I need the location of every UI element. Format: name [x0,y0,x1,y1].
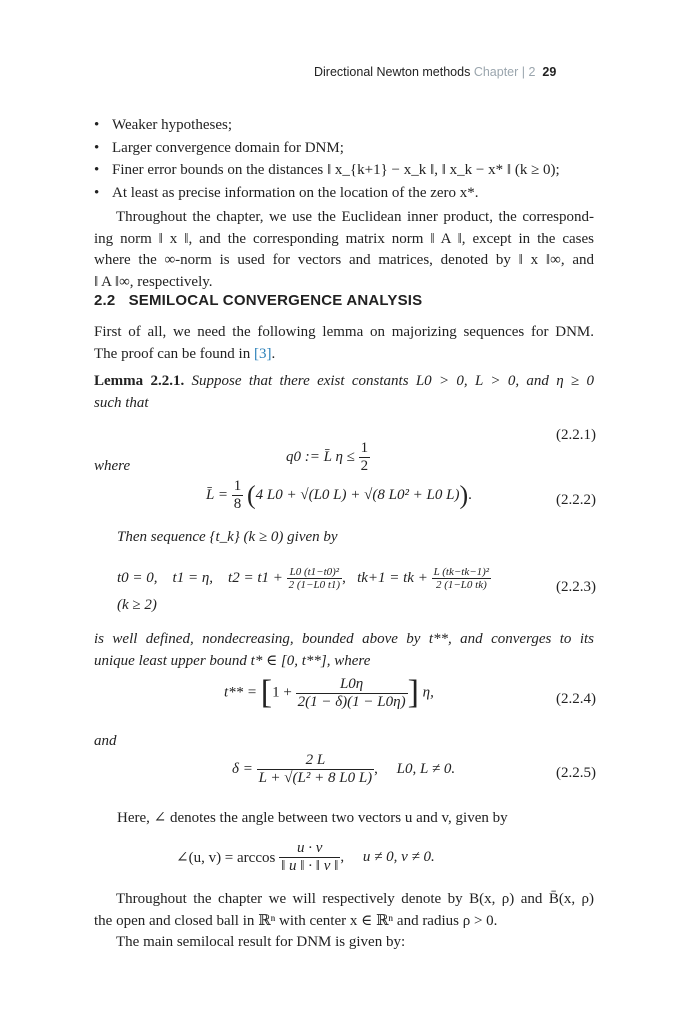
section-heading [94,292,422,309]
bullet-item: • Larger convergence domain for DNM; [94,137,599,160]
paragraph-balls [94,889,594,954]
paragraph-line [94,344,594,366]
denominator: 2(1 − δ)(1 − L0η) [297,693,406,710]
equation-lhs: t** = [224,684,258,701]
text-span: . [271,345,276,362]
lemma-line: such that [94,394,149,411]
denominator: 2 (1−L0 t1) [288,579,341,591]
numerator: L (tk−tk−1)² [433,566,490,578]
paragraph-line: ing norm ‖ x ‖, and the corresponding matrix norm ‖ A ‖, except in the cases [94,230,594,247]
paren: ) [459,480,469,510]
where-label: where [94,458,131,474]
bracket: [ [260,674,273,711]
denominator: 2 (1−L0 tk) [432,578,492,591]
fraction [432,566,492,591]
equation-lhs: δ = [232,761,253,777]
bullet-item: • Weaker hypotheses; [94,114,599,137]
eq-term: t0 = 0, [117,569,158,586]
header-separator: | [521,65,526,79]
lemma-label: Lemma 2.2.1. [94,373,185,389]
equation-lhs: L̄ = [206,486,228,503]
eq-term: t1 = η, [172,569,214,586]
header-chapter-label: Chapter [473,65,519,79]
numerator: 1 [233,478,242,494]
eq-term: t2 = t1 + [228,569,283,586]
denominator: ‖ u ‖ · ‖ v ‖ [281,858,339,874]
fraction [359,440,371,475]
bullet-list [94,114,599,204]
running-header [314,65,556,79]
one: 1 + [272,684,292,701]
equation-number: (2.2.3) [556,579,596,595]
equation-lhs: ∠(u, v) = arccos [176,850,276,866]
and-label: and [94,733,117,749]
equation-angle: ∠(u, v) = arccos $\frac{u \cdot v}{‖ u ‖ \cdot ‖ v ‖}$ , u ≠ 0, v ≠ 0. [176,840,435,874]
citation-link[interactable]: [3] [253,345,272,362]
k-condition: (k ≥ 2) [117,597,157,613]
lemma-text: Suppose that there exist constants L0 > 0, L > 0, and η ≥ 0 [191,373,594,389]
paragraph-line: Throughout the chapter we will respectively denote by B(x, ρ) and B̄(x, ρ) [116,891,594,907]
numerator: u · v [297,840,323,856]
header-chapter-number: 2 [528,65,536,79]
paragraph-line: Throughout the chapter, we use the Euclidean inner product, the correspond- [116,209,594,225]
paren: ( [246,480,256,510]
denominator: L + √(L² + 8 L0 L) [258,770,373,786]
denominator: 2 [360,458,369,474]
lemma-statement [94,371,594,414]
equation-2-2-1 [286,440,370,475]
equation-number: (2.2.2) [556,492,596,508]
equation-tail: η, [422,684,434,701]
bullet-item: • Finer error bounds on the distances ‖ x_{k+1} − x_k ‖, ‖ x_k − x* ‖ (k ≥ 0); [94,159,599,182]
equation-condition: u ≠ 0, v ≠ 0. [362,849,435,865]
paragraph-line: the open and closed ball in ℝⁿ with center x ∈ ℝⁿ and radius ρ > 0. [94,912,498,929]
lemma-line: is well defined, nondecreasing, bounded above by t**, and converges to its [94,631,594,647]
numerator: 2 L [305,752,326,768]
equation-number: (2.2.1) [556,427,596,443]
bracket: ] [407,674,419,711]
page-number: 29 [542,65,557,79]
paragraph-line: ‖ A ‖∞, respectively. [94,273,213,290]
eq-term: tk+1 = tk + [357,569,428,586]
equation-2-2-4 [224,674,434,712]
equation-2-2-5: δ = $\frac{2 L}{\text{L + √(L² + 8 L0 L)}}$ , L0, L ≠ 0. [232,752,456,786]
lemma-line [94,371,594,393]
paragraph-line: where the ∞-norm is used for vectors and matrices, denoted by ‖ x ‖∞, and [94,252,594,268]
fraction [232,478,244,513]
fraction [287,566,342,591]
then-sequence-text: Then sequence {t_k} (k ≥ 0) given by [117,529,338,545]
paragraph-line: The main semilocal result for DNM is given by: [116,934,406,950]
angle-definition-text: Here, ∠ denotes the angle between two vectors u and v, given by [117,810,508,826]
paragraph-intro [94,322,594,365]
equation-condition: L0, L ≠ 0. [396,761,456,777]
paragraph-line: First of all, we need the following lemma on majorizing sequences for DNM. [94,324,594,340]
lemma-conclusion [94,629,594,672]
equation-body: 4 L0 + √(L0 L) + √(8 L0² + L0 L) [255,487,460,503]
lemma-line: unique least upper bound t* ∈ [0, t**], where [94,652,371,669]
fraction [279,840,340,875]
numerator: L0η [339,675,364,692]
numerator: L0 (t1−t0)² [289,566,340,578]
section-number: 2.2 [94,292,116,309]
paragraph-norms [94,207,594,293]
denominator: 8 [233,496,242,512]
numerator: 1 [360,440,369,456]
equation-2-2-3: t0 = 0, t1 = η, t2 = t1 + $\frac{\text{L0 (t1−t0)²}}{2 (1-L0 t1)}$ , tk+1 = tk + $\frac{\text{L (tk−tk−1)²}}{2 (1-L0 tk)}$ [117,566,490,591]
section-title: SEMILOCAL CONVERGENCE ANALYSIS [128,292,423,309]
equation-lhs: q0 := L̄ η ≤ [286,448,355,465]
equation-number: (2.2.5) [556,765,596,781]
text-span: The proof can be found in [94,345,254,362]
equation-2-2-2: L̄ = $\frac{1}{8}$ (4 L0 + √(L0 L) + √(8 L0² + L0 L)). [206,478,472,512]
fraction [257,752,375,787]
header-title: Directional Newton methods [314,65,471,79]
bullet-item: • At least as precise information on the location of the zero x*. [94,182,599,205]
equation-number: (2.2.4) [556,691,596,707]
fraction [296,676,408,711]
